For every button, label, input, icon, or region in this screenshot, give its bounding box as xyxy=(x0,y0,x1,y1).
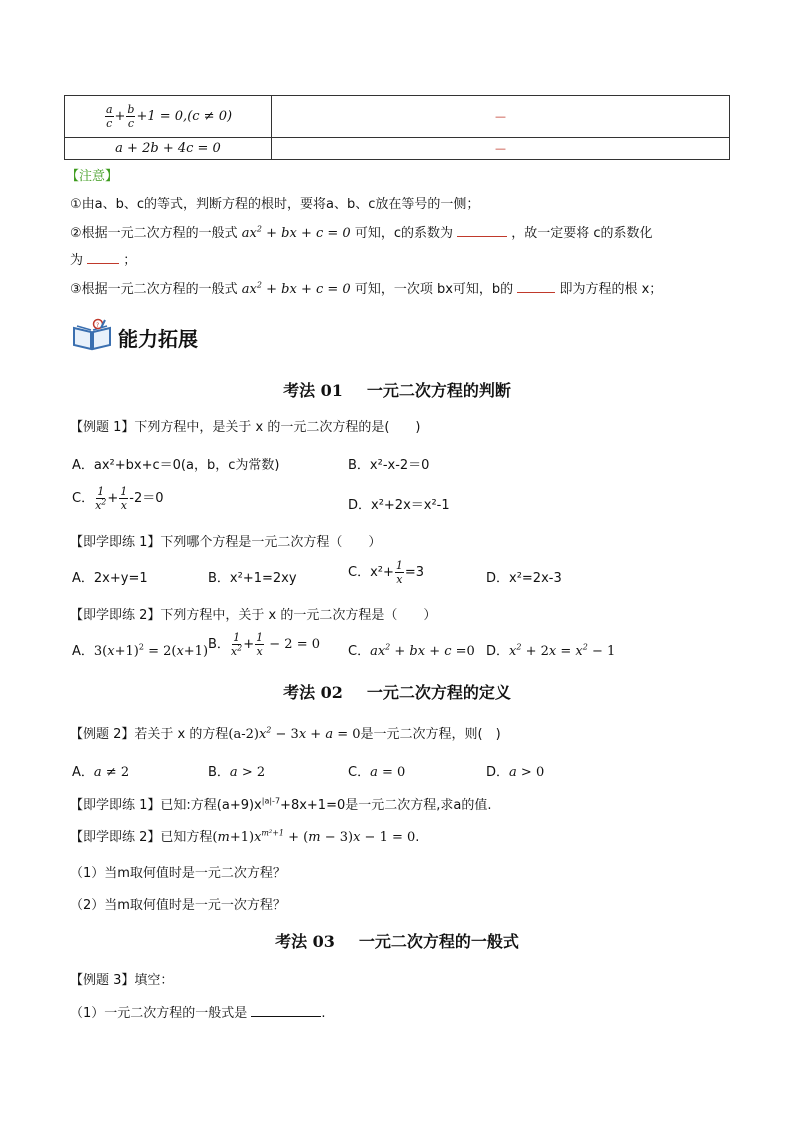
note-item-1: ①由a、b、c的等式，判断方程的根时，要将a、b、c放在等号的一侧； xyxy=(70,197,480,212)
section-header xyxy=(72,318,198,356)
table-row xyxy=(65,138,730,160)
table-cell-condition-1 xyxy=(65,96,272,138)
option-a[interactable]: A．2x+y=1 xyxy=(72,571,148,586)
blank-field xyxy=(87,251,119,264)
table-cell-result-2: — xyxy=(272,138,730,160)
section-title: 能力拓展 xyxy=(118,326,198,351)
option-b[interactable]: B． $\frac{1}{x^2}$ + $\frac{1}{x}$ − 2 = 0 xyxy=(208,631,320,658)
example-3-question: 【例题 3】填空： xyxy=(70,973,174,988)
note-tag: 【注意】 xyxy=(66,169,119,184)
sub-question-2: （2）当m取何值时是一元一次方程？ xyxy=(70,898,286,913)
equation-a-over-c: $\frac{a}{c}$ + $\frac{b}{c}$ +1 = 0,(c ≠ 0) xyxy=(105,103,233,130)
option-b[interactable]: B．x²-x-2＝0 xyxy=(348,458,430,473)
svg-text:?: ? xyxy=(96,322,100,329)
sub-question-1: （1）一元二次方程的一般式是 . xyxy=(70,1006,326,1021)
practice-2-question: 【即学即练 2】已知方程$(m+1)x^{m^2+1} + (m - 3)x - 1 = 0$. xyxy=(70,828,420,845)
option-b[interactable]: B．a > 2 xyxy=(208,765,266,780)
option-a[interactable]: A．$3(x+1)^2 = 2(x+1)$ xyxy=(72,642,209,659)
table-row xyxy=(65,96,730,138)
note-item-2: ②根据一元二次方程的一般式 $ax^2$ + bx + c = 0 可知，c的系数为 ，故一定要将 c的系数化 xyxy=(70,224,653,241)
option-a[interactable]: A．a ≠ 2 xyxy=(72,765,130,780)
practice-1-question: 【即学即练 1】已知:方程$(a+9)x^{|a|-7}+8x+1=0$是一元二次方程,求a的值. xyxy=(70,796,492,813)
table-cell-result-1: — xyxy=(272,96,730,138)
blank-field[interactable] xyxy=(251,1004,321,1017)
example-2-question: 【例题 2】若关于 x 的方程$(a-2)x^2 - 3x + a = 0$是一元二次方程，则( ) xyxy=(70,725,501,742)
book-icon xyxy=(72,318,112,356)
kaofa-01-heading: 考法 01 一元二次方程的判断 xyxy=(283,381,511,400)
condition-table xyxy=(64,95,730,160)
note-item-2-line-2: 为 ； xyxy=(70,253,137,268)
example-1-question: 【例题 1】下列方程中，是关于 x 的一元二次方程的是( ) xyxy=(70,420,421,435)
sub-question-1: （1）当m取何值时是一元二次方程？ xyxy=(70,866,286,881)
option-c[interactable]: C． $\frac{1}{x^2}$ + $\frac{1}{x}$ -2＝0 xyxy=(72,485,164,512)
option-d[interactable]: D．x²+2x＝x²-1 xyxy=(348,498,450,513)
kaofa-03-heading: 考法 03 一元二次方程的一般式 xyxy=(275,932,519,951)
general-form-equation: $ax^2$ + bx + c = 0 xyxy=(241,280,351,297)
table-cell-condition-2 xyxy=(65,138,272,160)
note-item-3: ③根据一元二次方程的一般式 $ax^2$ + bx + c = 0 可知，一次项 bx可知，b的 即为方程的根 x； xyxy=(70,280,663,297)
option-b[interactable]: B．x²+1=2xy xyxy=(208,571,297,586)
option-d[interactable]: D．x²=2x-3 xyxy=(486,571,562,586)
blank-field xyxy=(517,280,555,293)
option-c[interactable]: C．$ax^2$ + bx + c =0 xyxy=(348,642,475,659)
option-a[interactable]: A．ax²+bx+c＝0(a，b，c为常数) xyxy=(72,458,280,473)
option-d[interactable]: D．$x^2 + 2x = x^2 - 1$ xyxy=(486,642,616,659)
option-c[interactable]: C．x²+ $\frac{1}{x}$ =3 xyxy=(348,559,425,586)
general-form-equation: $ax^2$ + bx + c = 0 xyxy=(241,224,351,241)
option-d[interactable]: D．a > 0 xyxy=(486,765,545,780)
kaofa-02-heading: 考法 02 一元二次方程的定义 xyxy=(283,683,511,702)
blank-field xyxy=(457,224,507,237)
practice-2-question: 【即学即练 2】下列方程中，关于 x 的一元二次方程是（ ） xyxy=(70,608,437,623)
option-c[interactable]: C．a = 0 xyxy=(348,765,406,780)
practice-1-question: 【即学即练 1】下列哪个方程是一元二次方程（ ） xyxy=(70,535,382,550)
equation-a-2b-4c: a + 2b + 4c = 0 xyxy=(115,141,221,156)
